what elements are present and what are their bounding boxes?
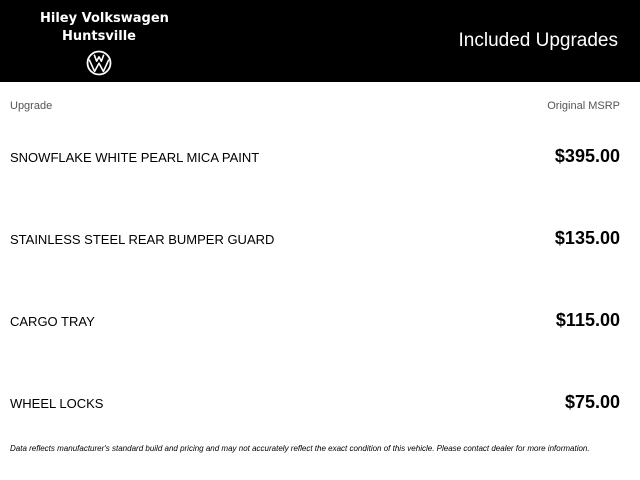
header-bar: [0, 0, 640, 82]
upgrade-name: SNOWFLAKE WHITE PEARL MICA PAINT: [10, 150, 260, 165]
upgrade-price: $115.00: [555, 310, 620, 330]
upgrade-price: $395.00: [554, 146, 620, 166]
vw-logo-icon: [86, 50, 112, 76]
upgrade-row: [10, 392, 620, 416]
dealer-logo: [40, 10, 169, 76]
upgrade-column-header: Upgrade: [10, 100, 53, 112]
upgrade-name: STAINLESS STEEL REAR BUMPER GUARD: [10, 232, 275, 247]
page-title: Included Upgrades: [458, 30, 618, 51]
upgrade-name: CARGO TRAY: [10, 314, 95, 329]
upgrade-row: [10, 228, 620, 252]
msrp-column-header: Original MSRP: [547, 100, 620, 112]
upgrade-row: [10, 310, 620, 334]
dealer-city: Huntsville: [61, 29, 136, 44]
upgrade-row: [10, 146, 620, 170]
dealer-name: Hiley Volkswagen: [40, 11, 169, 26]
upgrade-price: $75.00: [564, 392, 620, 412]
upgrade-name: WHEEL LOCKS: [10, 396, 104, 411]
upgrade-price: $135.00: [554, 228, 620, 248]
disclaimer-text: Data reflects manufacturer's standard build and pricing and may not accurately reflect the exact condition of this vehicle. Please contact dealer for more information.: [10, 444, 590, 453]
